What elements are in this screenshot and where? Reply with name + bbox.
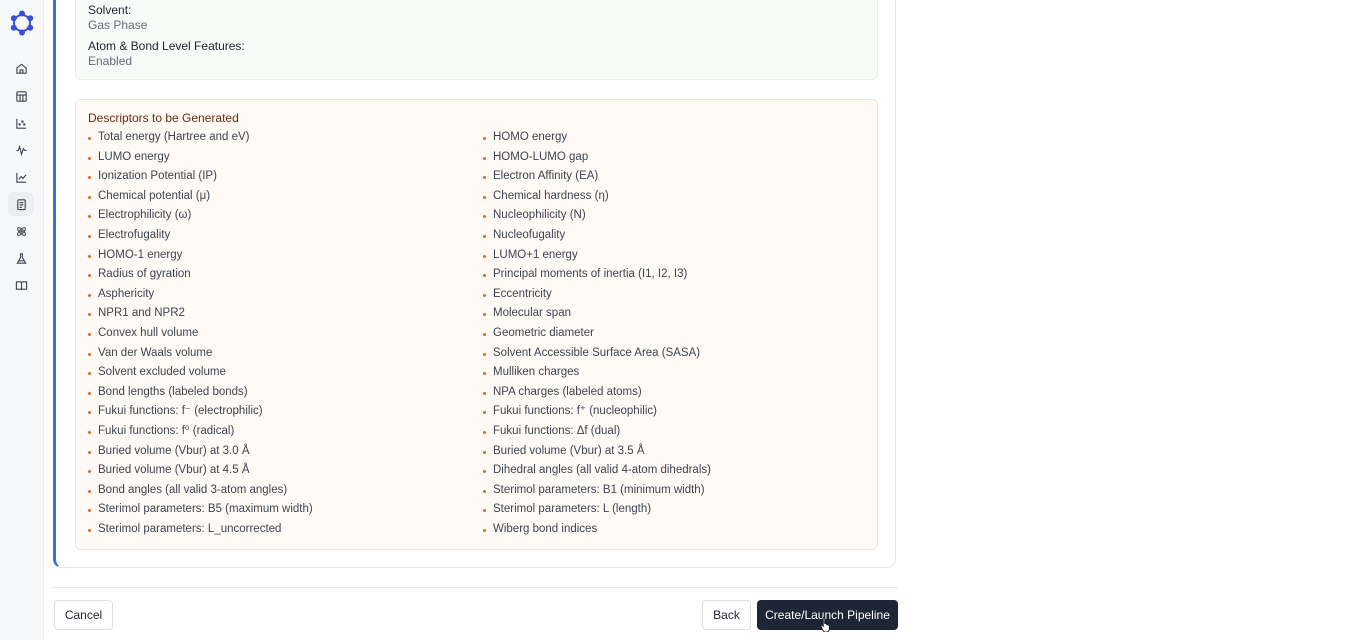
descriptor-item: Sterimol parameters: B1 (minimum width): [483, 481, 711, 501]
descriptor-item: Mulliken charges: [483, 363, 711, 383]
descriptor-item: LUMO energy: [88, 148, 313, 168]
descriptor-item: Solvent Accessible Surface Area (SASA): [483, 344, 711, 364]
descriptor-item: Ionization Potential (IP): [88, 167, 313, 187]
descriptor-item: HOMO energy: [483, 128, 711, 148]
footer-divider: [53, 587, 898, 588]
descriptor-item: Fukui functions: f⁰ (radical): [88, 422, 313, 442]
descriptor-item: HOMO-LUMO gap: [483, 148, 711, 168]
descriptor-item: Electron Affinity (EA): [483, 167, 711, 187]
back-button[interactable]: Back: [702, 600, 751, 630]
descriptors-title: Descriptors to be Generated: [88, 111, 239, 125]
descriptor-item: NPR1 and NPR2: [88, 304, 313, 324]
descriptors-list-right: [483, 128, 711, 539]
descriptor-item: LUMO+1 energy: [483, 246, 711, 266]
descriptor-item: Principal moments of inertia (I1, I2, I3): [483, 265, 711, 285]
waveform-icon[interactable]: [11, 140, 31, 160]
descriptor-item: Fukui functions: Δf (dual): [483, 422, 711, 442]
descriptor-item: Convex hull volume: [88, 324, 313, 344]
hand-cursor-icon: [820, 616, 832, 632]
descriptor-item: Sterimol parameters: L (length): [483, 500, 711, 520]
descriptor-item: Asphericity: [88, 285, 313, 305]
solvent-label: Solvent:: [88, 3, 132, 17]
features-label: Atom & Bond Level Features:: [88, 39, 245, 53]
descriptor-item: Radius of gyration: [88, 265, 313, 285]
descriptor-item: Eccentricity: [483, 285, 711, 305]
descriptor-item: Van der Waals volume: [88, 344, 313, 364]
home-icon[interactable]: [11, 58, 31, 78]
descriptor-item: Electrofugality: [88, 226, 313, 246]
descriptor-item: Electrophilicity (ω): [88, 206, 313, 226]
app-logo-icon[interactable]: [9, 10, 35, 36]
descriptor-item: Chemical potential (μ): [88, 187, 313, 207]
descriptor-item: Sterimol parameters: B5 (maximum width): [88, 500, 313, 520]
clipboard-icon[interactable]: [8, 192, 34, 216]
descriptor-item: HOMO-1 energy: [88, 246, 313, 266]
atom-icon[interactable]: [11, 221, 31, 241]
descriptor-item: Bond lengths (labeled bonds): [88, 383, 313, 403]
create-launch-pipeline-button[interactable]: Create/Launch Pipeline: [757, 600, 898, 630]
table-icon[interactable]: [11, 86, 31, 106]
descriptor-item: Buried volume (Vbur) at 4.5 Å: [88, 461, 313, 481]
flask-icon[interactable]: [11, 248, 31, 268]
book-icon[interactable]: [11, 275, 31, 295]
line-chart-icon[interactable]: [11, 167, 31, 187]
features-value: Enabled: [88, 54, 133, 68]
solvent-value: Gas Phase: [88, 18, 148, 32]
descriptor-item: Fukui functions: f⁻ (electrophilic): [88, 402, 313, 422]
descriptor-item: Solvent excluded volume: [88, 363, 313, 383]
descriptor-item: Dihedral angles (all valid 4-atom dihedrals): [483, 461, 711, 481]
descriptor-item: Buried volume (Vbur) at 3.5 Å: [483, 442, 711, 462]
descriptor-item: NPA charges (labeled atoms): [483, 383, 711, 403]
cancel-button[interactable]: Cancel: [54, 600, 113, 630]
descriptor-item: Molecular span: [483, 304, 711, 324]
descriptor-item: Buried volume (Vbur) at 3.0 Å: [88, 442, 313, 462]
descriptor-item: Geometric diameter: [483, 324, 711, 344]
descriptor-item: Nucleofugality: [483, 226, 711, 246]
descriptor-item: Total energy (Hartree and eV): [88, 128, 313, 148]
descriptor-item: Sterimol parameters: L_uncorrected: [88, 520, 313, 540]
descriptors-list-left: [88, 128, 313, 539]
sidebar: [0, 0, 44, 640]
descriptor-item: Bond angles (all valid 3-atom angles): [88, 481, 313, 501]
descriptor-item: Fukui functions: f⁺ (nucleophilic): [483, 402, 711, 422]
descriptor-item: Chemical hardness (η): [483, 187, 711, 207]
descriptor-item: Wiberg bond indices: [483, 520, 711, 540]
descriptor-item: Nucleophilicity (N): [483, 206, 711, 226]
scatter-chart-icon[interactable]: [11, 113, 31, 133]
